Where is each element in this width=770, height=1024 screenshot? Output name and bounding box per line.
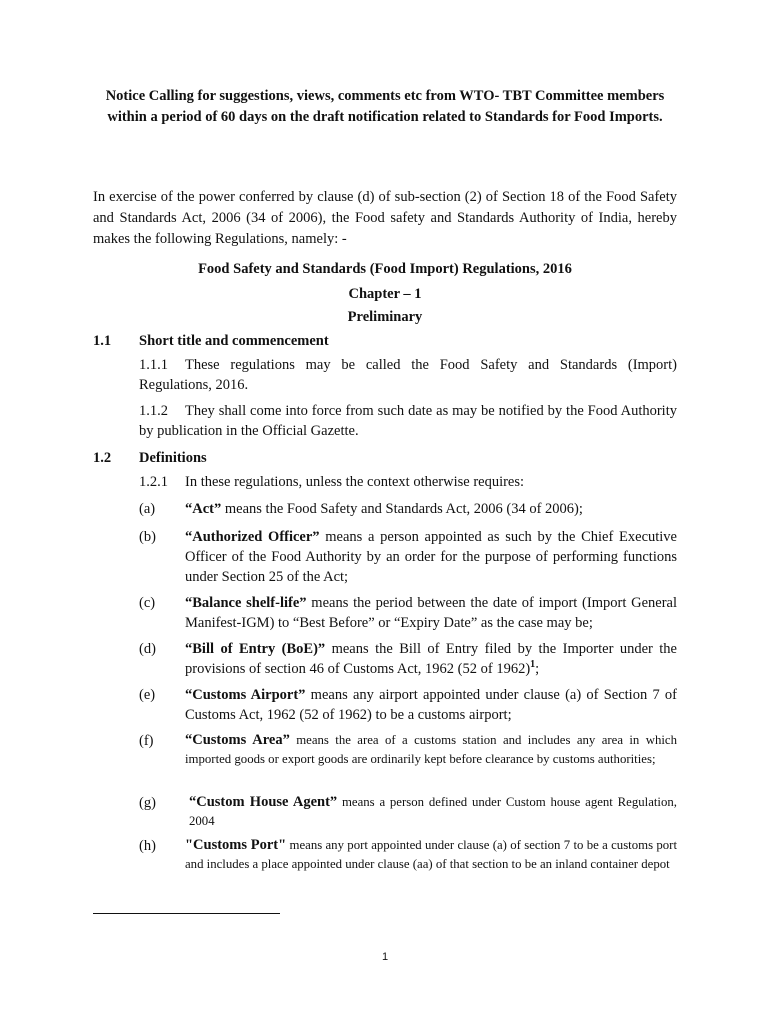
definition-label: (g)	[139, 795, 156, 811]
definition-text: means any airport appointed under clause (a) of Section 7 of Customs Act, 1962 (52 of 1962) to be a customs airport;	[185, 687, 678, 723]
definition-customs-area	[139, 731, 677, 769]
clause-text: These regulations may be called the Food Safety and Standards (Import) Regulations, 2016.	[139, 357, 677, 393]
clause-1-1-2	[139, 401, 677, 441]
definition-text: means the area of a customs station and includes any area in which imported goods or export goods are ordinarily kept before clearance by customs authorities;	[185, 733, 677, 766]
clause-1-1-1	[139, 355, 677, 395]
definition-term: “Customs Area”	[185, 732, 290, 748]
definition-bill-of-entry	[139, 639, 677, 679]
section-number: 1.1	[93, 333, 112, 349]
section-title: Short title and commencement	[139, 333, 329, 349]
definition-label: (c)	[139, 595, 156, 611]
clause-text: They shall come into force from such date as may be notified by the Food Authority by publication in the Official Gazette.	[139, 403, 677, 439]
definition-term: “Act”	[185, 501, 222, 517]
definition-term: "Customs Port"	[185, 837, 287, 853]
definition-label: (a)	[139, 501, 156, 517]
definition-label: (b)	[139, 529, 156, 545]
footnote-reference[interactable]: 1	[530, 659, 536, 671]
clause-text: In these regulations, unless the context otherwise requires:	[185, 474, 525, 490]
definition-term: “Bill of Entry (BoE)”	[185, 641, 326, 657]
definition-term: “Custom House Agent”	[189, 794, 338, 810]
section-title: Definitions	[139, 450, 207, 466]
definition-text: means the Food Safety and Standards Act, 2006 (34 of 2006);	[221, 501, 583, 517]
definition-label: (h)	[139, 838, 156, 854]
definition-label: (e)	[139, 687, 156, 703]
regulation-title: Food Safety and Standards (Food Import) Regulations, 2016	[198, 261, 572, 277]
clause-1-2-1	[139, 472, 677, 492]
section-number: 1.2	[93, 450, 112, 466]
definition-term: “Authorized Officer”	[185, 529, 320, 545]
intro-paragraph: In exercise of the power conferred by clause (d) of sub-section (2) of Section 18 of the Food Safety and Standards Act, 2006 (34 of 2006), the Food safety and Standards Authority of India, hereby makes the following Regulations, namely: -	[93, 189, 677, 247]
page-number: 1	[381, 951, 389, 963]
definition-authorized-officer	[139, 527, 677, 587]
definition-customs-airport	[139, 685, 677, 725]
definition-balance-shelf-life	[139, 593, 677, 633]
definition-text: means a person defined under Custom house agent Regulation, 2004	[189, 795, 677, 828]
clause-number: 1.2.1	[139, 474, 168, 490]
definition-custom-house-agent	[139, 793, 677, 831]
definition-text: means a person appointed as such by the Chief Executive Officer of the Food Authority by an order for the purpose of performing functions under Section 25 of the Act;	[185, 529, 677, 585]
definition-end-punctuation: ;	[535, 661, 540, 677]
definition-text: means any port appointed under clause (a) of section 7 to be a customs port and includes a place appointed under clause (aa) of that section to be an inland container depot	[185, 838, 677, 871]
chapter-name: Preliminary	[347, 309, 423, 325]
definition-label: (d)	[139, 641, 156, 657]
definition-term: “Balance shelf-life”	[185, 595, 307, 611]
definition-text: means the Bill of Entry filed by the Importer under the provisions of section 46 of Customs Act, 1962 (52 of 1962)	[185, 641, 677, 677]
definition-customs-port	[139, 836, 677, 874]
definition-term: “Customs Airport”	[185, 687, 306, 703]
chapter-heading: Chapter – 1	[348, 286, 422, 302]
definition-act	[139, 499, 677, 519]
clause-number: 1.1.1	[139, 357, 168, 373]
definition-label: (f)	[139, 733, 154, 749]
footnote-separator	[93, 913, 280, 914]
definition-text: means the period between the date of import (Import General Manifest-IGM) to “Best Before” or “Expiry Date” as the case may be;	[185, 595, 677, 631]
clause-number: 1.1.2	[139, 403, 168, 419]
notice-title: Notice Calling for suggestions, views, comments etc from WTO- TBT Committee members within a period of 60 days on the draft notification related to Standards for Food Imports.	[105, 88, 665, 125]
